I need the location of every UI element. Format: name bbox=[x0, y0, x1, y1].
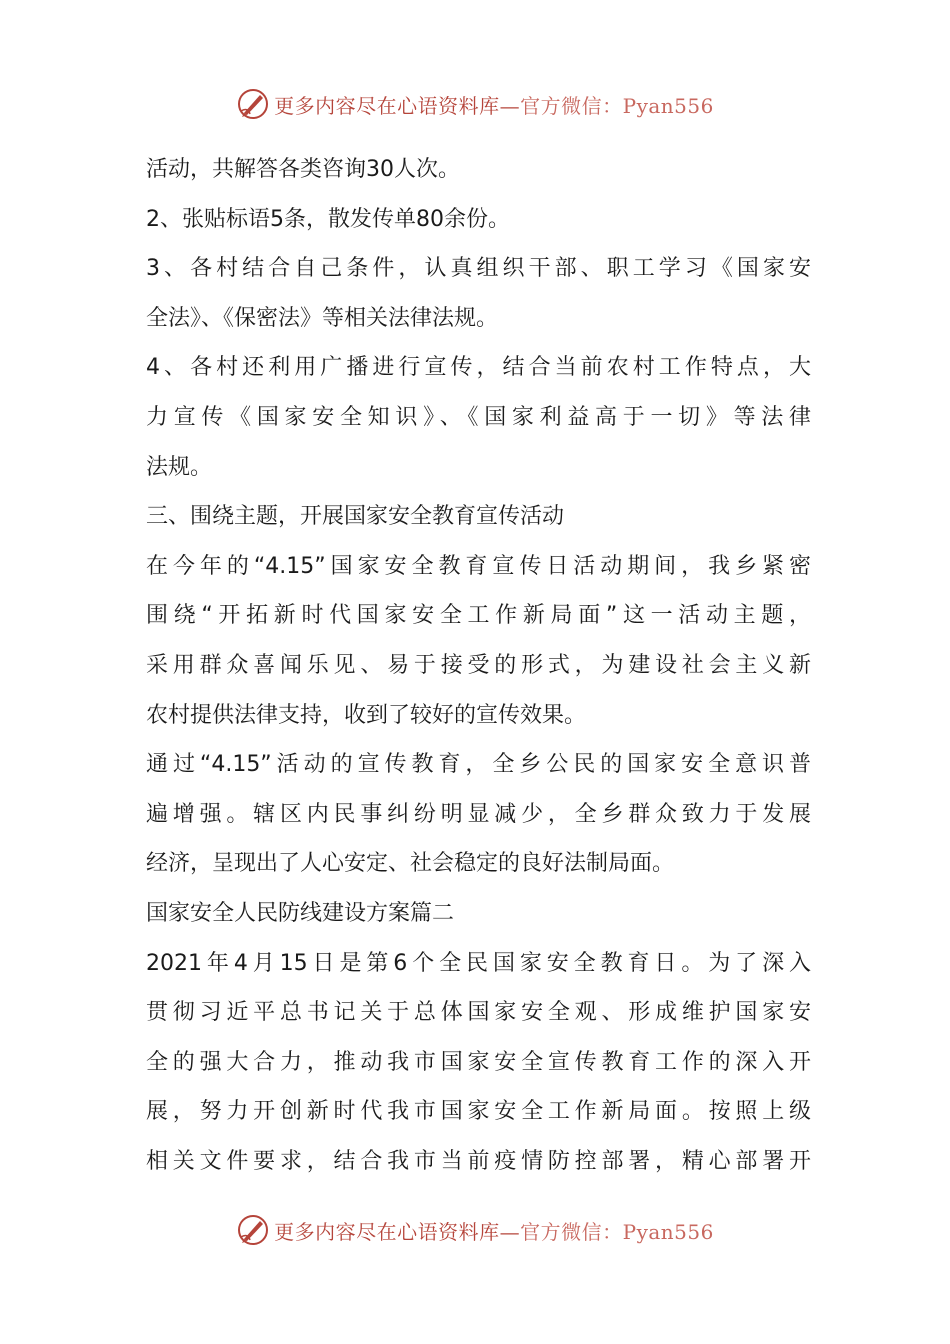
banner-wechat-id: Pyan556 bbox=[622, 93, 714, 118]
banner-brand: 更多内容尽在心语资料库 bbox=[274, 1219, 500, 1244]
text-line: 力宣传《国家安全知识》、《国家利益高于一切》等法律 bbox=[146, 404, 811, 430]
text-line: 2021年4月15日是第6个全民国家安全教育日。为了深入 bbox=[146, 950, 811, 976]
section-heading: 三、围绕主题，开展国家安全教育宣传活动 bbox=[146, 504, 565, 530]
text-line: 2、张贴标语5条，散发传单80余份。 bbox=[146, 206, 510, 232]
quill-pen-logo-icon bbox=[236, 87, 270, 121]
quill-pen-logo-icon bbox=[236, 1213, 270, 1247]
text-line: 通过“4.15”活动的宣传教育，全乡公民的国家安全意识普 bbox=[146, 752, 811, 778]
banner-text bbox=[274, 90, 714, 119]
footer-banner bbox=[0, 1208, 950, 1252]
banner-text bbox=[274, 1216, 714, 1245]
text-line: 在今年的“4.15”国家安全教育宣传日活动期间，我乡紧密 bbox=[146, 553, 811, 579]
banner-wechat-id: Pyan556 bbox=[622, 1219, 714, 1244]
text-line: 4、各村还利用广播进行宣传，结合当前农村工作特点，大 bbox=[146, 355, 811, 381]
section-heading: 国家安全人民防线建设方案篇二 bbox=[146, 900, 455, 926]
text-line: 全法》、《保密法》等相关法律法规。 bbox=[146, 305, 499, 331]
banner-dash: — bbox=[499, 1219, 521, 1244]
banner-wechat-label: 官方微信： bbox=[520, 93, 623, 118]
text-line: 活动，共解答各类咨询30人次。 bbox=[146, 157, 460, 182]
text-line: 围绕“开拓新时代国家安全工作新局面”这一活动主题， bbox=[146, 603, 811, 629]
text-line: 遍增强。辖区内民事纠纷明显减少，全乡群众致力于发展 bbox=[146, 801, 811, 827]
text-line: 经济，呈现出了人心安定、社会稳定的良好法制局面。 bbox=[146, 851, 675, 877]
text-line: 农村提供法律支持，收到了较好的宣传效果。 bbox=[146, 702, 587, 728]
text-line: 贯彻习近平总书记关于总体国家安全观、形成维护国家安 bbox=[146, 1000, 811, 1026]
text-line: 相关文件要求，结合我市当前疫情防控部署，精心部署开 bbox=[146, 1148, 811, 1174]
text-line: 展，努力开创新时代我市国家安全工作新局面。按照上级 bbox=[146, 1099, 811, 1125]
banner-dash: — bbox=[499, 93, 521, 118]
text-line: 法规。 bbox=[146, 454, 213, 480]
text-line: 3、各村结合自己条件，认真组织干部、职工学习《国家安 bbox=[146, 256, 811, 282]
header-banner bbox=[0, 82, 950, 126]
banner-wechat-label: 官方微信： bbox=[520, 1219, 623, 1244]
banner-brand: 更多内容尽在心语资料库 bbox=[274, 93, 500, 118]
text-line: 采用群众喜闻乐见、易于接受的形式，为建设社会主义新 bbox=[146, 652, 811, 678]
document-body bbox=[146, 145, 811, 1186]
text-line: 全的强大合力，推动我市国家安全宣传教育工作的深入开 bbox=[146, 1049, 811, 1075]
